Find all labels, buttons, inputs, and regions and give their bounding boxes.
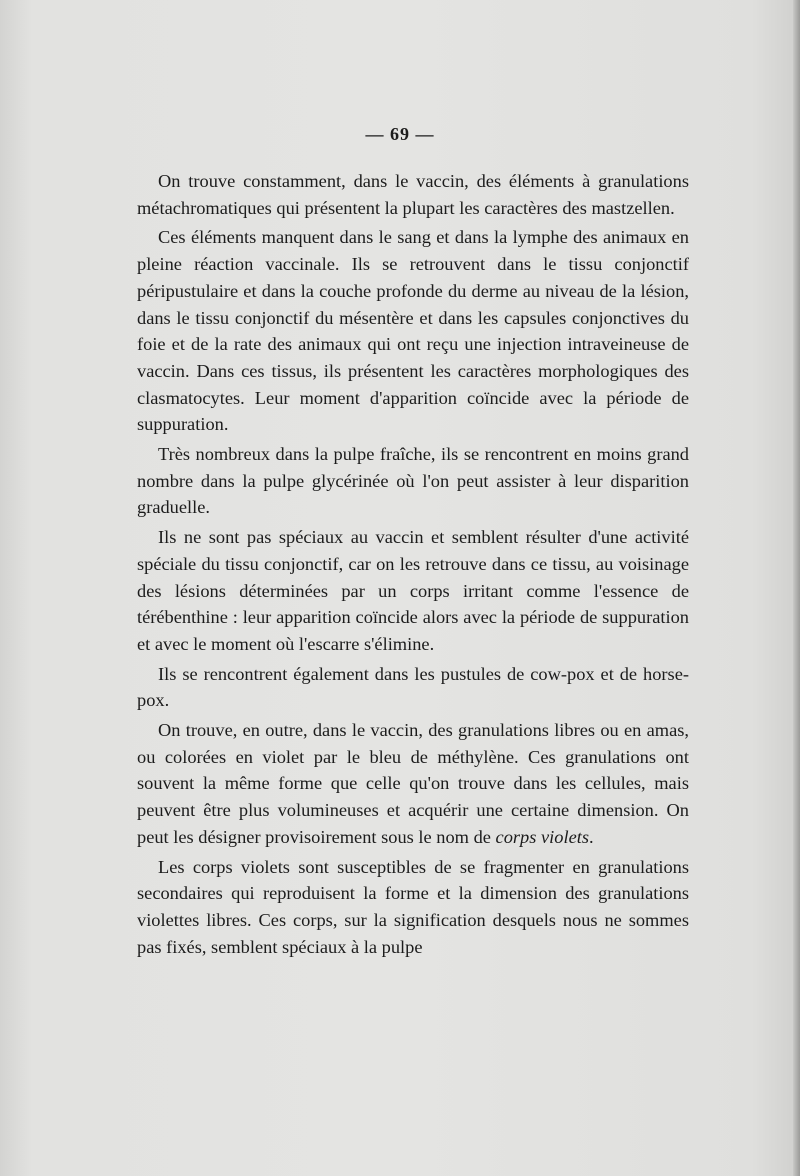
paragraph-1: On trouve constamment, dans le vaccin, des éléments à granulations métachromatiques qui présentent la plupart les caractères des mastzellen. — [137, 171, 689, 218]
page-number: — 69 — — [365, 124, 435, 144]
paragraph-2: Ces éléments manquent dans le sang et dans la lymphe des animaux en pleine réaction vaccinale. Ils se retrouvent dans le tissu conjonctif péripustulaire et dans la couche profonde du derme au niveau de la lésion, dans le tissu conjonctif du mésentère et dans les capsules conjonctives du foie et de la rate des animaux qui ont reçu une injection intraveineuse de vaccin. Dans ces tissus, ils présentent les caractères morphologiques des clasmatocytes. Leur moment d'apparition coïncide avec la période de suppuration. — [137, 227, 689, 435]
paragraph-7: Les corps violets sont susceptibles de se fragmenter en granulations secondaires qui reproduisent la forme et la dimension des granulations violettes libres. Ces corps, sur la signification desquels nous ne sommes pas fixés, semblent spéciaux à la pulpe — [137, 856, 689, 957]
paragraph-5: Ils se rencontrent également dans les pustules de cow-pox et de horse-pox. — [137, 663, 689, 711]
paragraph-6-text: On trouve, en outre, dans le vaccin, des granulations libres ou en amas, ou colorées en violet par le bleu de méthylène. Ces granulations ont souvent la même forme que celle qu'on trouve dans les cellules, mais peuvent être plus volumineuses et acquérir une certaine dimension. On peut les désigner provisoirement sous le nom de — [137, 720, 689, 847]
paragraph-6-italic-term: corps violets — [495, 826, 590, 847]
paragraph-6-end: . — [589, 826, 594, 847]
paragraph-4: Ils ne sont pas spéciaux au vaccin et semblent résulter d'une activité spéciale du tissu conjonctif, car on les retrouve dans ce tissu, au voisinage des lésions déterminées par un corps irritant comme l'essence de térébenthine : leur apparition coïncide alors avec la période de suppuration et avec le moment où l'escarre s'élimine. — [137, 527, 689, 654]
page-edge-shadow — [793, 0, 800, 1176]
body-text — [137, 168, 689, 963]
paragraph-3: Très nombreux dans la pulpe fraîche, ils se rencontrent en moins grand nombre dans la pulpe glycérinée où l'on peut assister à leur disparition graduelle. — [137, 444, 689, 518]
paragraph-6 — [137, 717, 689, 851]
